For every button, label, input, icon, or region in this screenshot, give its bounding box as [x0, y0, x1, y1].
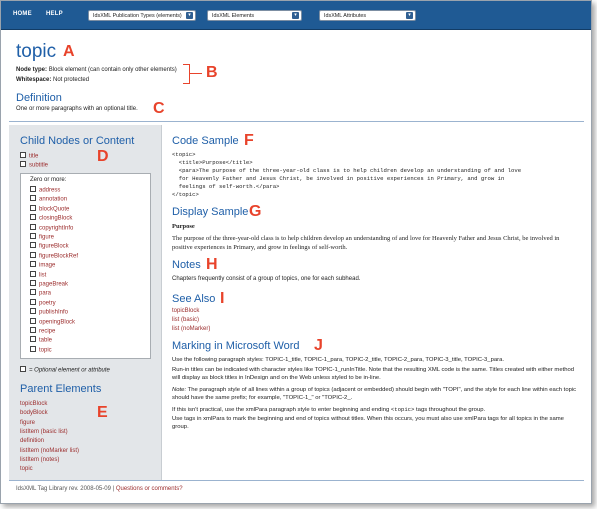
zero-or-more-label: closingBlock [39, 215, 73, 222]
zero-or-more-label: copyrightInfo [39, 225, 74, 232]
required-square-icon [30, 224, 36, 230]
publication-types-select-value: IdsXML Publication Types (elements) [93, 13, 182, 19]
child-nodes-heading: Child Nodes or Content [20, 135, 135, 147]
required-square-icon [30, 186, 36, 192]
zero-or-more-label: topic [39, 347, 52, 354]
annotation-marker-b: B [206, 64, 218, 81]
zero-or-more-label: image [39, 262, 56, 269]
required-square-icon [30, 299, 36, 305]
zero-or-more-label: publishInfo [39, 309, 69, 316]
word-note-label: Note: [172, 387, 187, 393]
zero-or-more-label: blockQuote [39, 206, 70, 213]
zero-or-more-label: openingBlock [39, 319, 76, 326]
required-square-icon [30, 318, 36, 324]
annotation-bracket-line [189, 73, 202, 74]
required-square-icon [20, 161, 26, 167]
zero-or-more-label: Zero or more: [30, 177, 67, 183]
zero-or-more-link[interactable] [30, 319, 75, 326]
page-title: topic [16, 41, 57, 62]
see-also-heading: See Also [172, 293, 216, 305]
zero-or-more-link[interactable] [30, 337, 52, 344]
nav-home-link[interactable]: HOME [13, 11, 32, 17]
required-square-icon [30, 205, 36, 211]
top-nav-bar [1, 1, 591, 30]
zero-or-more-link[interactable] [30, 290, 51, 297]
whitespace-line [16, 77, 89, 83]
zero-or-more-link[interactable] [30, 196, 67, 203]
required-square-icon [30, 242, 36, 248]
word-paragraph-3 [172, 387, 580, 402]
zero-or-more-link[interactable] [30, 281, 68, 288]
select-arrow-icon: ▾ [406, 12, 413, 19]
zero-or-more-link[interactable] [30, 206, 69, 213]
required-square-icon [30, 327, 36, 333]
node-type-value: Block element (can contain only other elements) [48, 67, 177, 73]
definition-text: One or more paragraphs with an optional title. [16, 106, 138, 112]
optional-square-icon [20, 366, 26, 372]
select-arrow-icon: ▾ [292, 12, 299, 19]
parent-element-link[interactable]: topic [20, 466, 33, 473]
parent-element-link[interactable]: topicBlock [20, 401, 48, 407]
zero-or-more-label: para [39, 290, 52, 297]
zero-or-more-label: pageBreak [39, 281, 69, 288]
zero-or-more-link[interactable] [30, 234, 54, 241]
footer [16, 486, 183, 492]
node-type-label: Node type: [16, 67, 48, 73]
child-node-link[interactable]: subtitle [20, 162, 48, 169]
zero-or-more-link[interactable] [30, 347, 52, 354]
optional-note-text: = Optional element or attribute [29, 367, 110, 374]
required-square-icon [30, 336, 36, 342]
notes-text: Chapters frequently consist of a group of topics, one for each subhead. [172, 276, 361, 282]
annotation-marker-f: F [244, 132, 254, 149]
zero-or-more-link[interactable] [30, 300, 56, 307]
annotation-marker-g: G [249, 203, 262, 220]
required-square-icon [30, 308, 36, 314]
required-square-icon [20, 152, 26, 158]
questions-link[interactable]: Questions or comments? [115, 486, 183, 492]
publication-types-select[interactable] [88, 10, 196, 21]
zero-or-more-link[interactable] [30, 187, 60, 194]
zero-or-more-link[interactable] [30, 262, 55, 269]
notes-heading: Notes [172, 259, 201, 271]
footer-divider [9, 480, 584, 481]
annotation-marker-e: E [97, 404, 108, 421]
required-square-icon [30, 252, 36, 258]
elements-select-value: IdsXML Elements [212, 13, 255, 19]
parent-element-link[interactable]: definition [20, 438, 45, 445]
annotation-marker-i: I [220, 290, 225, 307]
zero-or-more-label: figureBlockRef [39, 253, 79, 260]
zero-or-more-label: figure [39, 234, 55, 241]
zero-or-more-link[interactable] [30, 243, 69, 250]
select-arrow-icon: ▾ [186, 12, 193, 19]
whitespace-label: Whitespace: [16, 77, 52, 83]
required-square-icon [30, 280, 36, 286]
code-sample-block: <topic> <title>Purpose</title> <para>The purpose of the three-year-old class is to help children develop an understanding of and love for Heavenly Father and Jesus Christ, be involved in positive experiences in Primary, and grow in feelings of self-worth.</para> </topic> [172, 151, 522, 198]
required-square-icon [30, 214, 36, 220]
zero-or-more-label: poetry [39, 300, 56, 307]
marking-word-heading: Marking in Microsoft Word [172, 340, 300, 352]
zero-or-more-link[interactable] [30, 328, 55, 335]
zero-or-more-label: recipe [39, 328, 56, 335]
word-paragraph-2: Run-in titles can be indicated with character styles like TOPIC-1_runInTitle. Note that the resulting XML code is the same. Titles created with either method will display as block titles in InDesign and on the Web unless styled to be in-line. [172, 367, 575, 381]
elements-select[interactable] [207, 10, 302, 21]
zero-or-more-link[interactable] [30, 309, 68, 316]
nav-help-link[interactable]: HELP [46, 11, 63, 17]
required-square-icon [30, 346, 36, 352]
required-square-icon [30, 289, 36, 295]
display-sample-text: The purpose of the three-year-old class is to help children develop an understanding of and love for Heavenly Father and Jesus Christ, be involved in positive experiences in Primary, and grow in feelings of self-worth. [172, 235, 560, 251]
zero-or-more-label: table [39, 337, 53, 344]
zero-or-more-link[interactable] [30, 272, 46, 279]
footer-text: IdsXML Tag Library rev. 2008-05-09 | [16, 486, 115, 492]
display-sample-heading: Display Sample [172, 206, 249, 218]
parent-element-link[interactable]: bodyBlock [20, 410, 48, 417]
see-also-link[interactable]: list (noMarker) [172, 326, 211, 332]
display-sample-title: Purpose [172, 223, 195, 230]
code-sample-heading: Code Sample [172, 135, 239, 147]
zero-or-more-label: figureBlock [39, 243, 69, 250]
attributes-select-value: IdsXML Attributes [324, 13, 367, 19]
topic-tag-code: <topic> [390, 406, 415, 413]
parent-elements-heading: Parent Elements [20, 383, 102, 395]
parent-element-link[interactable]: listItem (noMarker list) [20, 447, 80, 454]
annotation-bracket [183, 64, 190, 84]
optional-note [20, 367, 110, 374]
word-paragraph-4: If this isn't practical, use the xmlPara paragraph style to enter beginning and ending <topic> tags throughout the group. [172, 406, 486, 413]
parent-element-link[interactable]: listItem (basic list) [20, 428, 68, 435]
required-square-icon [30, 233, 36, 239]
attributes-select[interactable] [319, 10, 416, 21]
word-paragraph-1: Use the following paragraph styles: TOPIC-1_title, TOPIC-1_para, TOPIC-2_title, TOPIC-2_para, TOPIC-3_title, TOPIC-3_para. [172, 357, 504, 363]
node-type-line [16, 67, 177, 73]
required-square-icon [30, 271, 36, 277]
word-paragraph-5: Use tags in xmlPara to mark the beginning and end of topics without titles. When this occurs, you must also use xmlPara tags for all topics in the same group. [172, 416, 564, 430]
required-square-icon [30, 195, 36, 201]
annotation-marker-a: A [63, 43, 75, 60]
annotation-marker-h: H [206, 256, 218, 273]
zero-or-more-label: annotation [39, 196, 68, 203]
definition-heading: Definition [16, 92, 62, 104]
parent-element-link[interactable]: figure [20, 419, 36, 426]
annotation-marker-j: J [314, 337, 323, 354]
zero-or-more-label: list [39, 272, 47, 279]
annotation-marker-c: C [153, 100, 165, 117]
child-node-link[interactable]: title [20, 153, 38, 160]
zero-or-more-link[interactable] [30, 215, 72, 222]
zero-or-more-link[interactable] [30, 253, 78, 260]
annotation-marker-d: D [97, 148, 109, 165]
word-note-text: The paragraph style of all lines within a group of topics (adjacent or embedded) should begin with "TOPI", and the style for each line within each topic should have the same prefix; for example, "TOPIC-1_" or "TOPIC-2_. [172, 387, 577, 401]
whitespace-value: Not protected [53, 77, 90, 83]
see-also-link[interactable]: list (basic) [172, 317, 200, 323]
zero-or-more-label: address [39, 187, 61, 194]
section-divider [9, 121, 584, 122]
zero-or-more-link[interactable] [30, 225, 73, 232]
required-square-icon [30, 261, 36, 267]
parent-element-link[interactable]: listItem (notes) [20, 456, 60, 463]
see-also-link[interactable]: topicBlock [172, 308, 200, 314]
